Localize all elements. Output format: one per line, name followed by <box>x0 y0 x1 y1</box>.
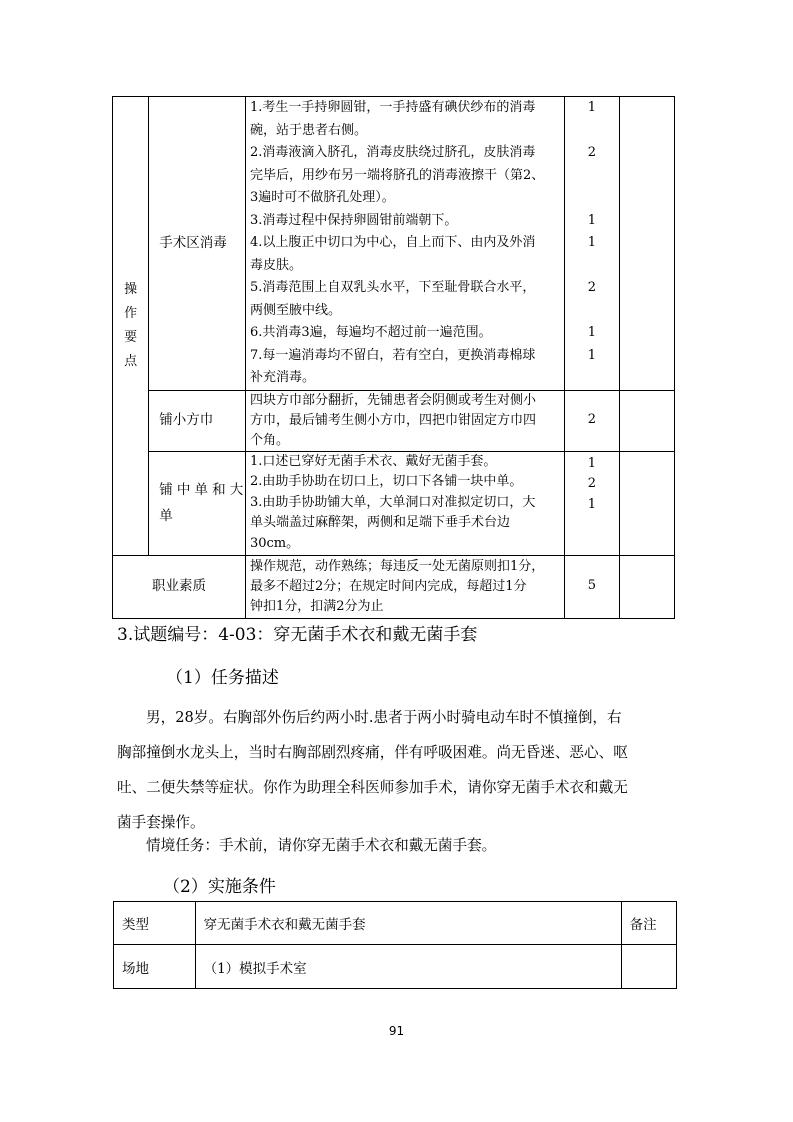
subcategory-cell <box>149 451 246 555</box>
description-line: 个角。 <box>249 432 289 448</box>
category-char: 操 <box>124 281 138 297</box>
description-line: 3.由助手协助铺大单，大单洞口对准拟定切口，大 <box>249 494 536 510</box>
description-line: 3.消毒过程中保持卵圆钳前端朝下。 <box>249 212 458 228</box>
conditions-heading: （2）实施条件 <box>163 877 276 897</box>
score-value: 1 <box>587 496 597 512</box>
subcategory-cell: 手术区消毒 <box>149 97 246 391</box>
score-cell <box>565 451 619 555</box>
description-line: 5.消毒范围上自双乳头水平，下至耻骨联合水平， <box>249 280 536 295</box>
task-paragraph <box>117 700 677 840</box>
description-line: 4.以上腹正中切口为中心，自上而下、由内及外消 <box>249 235 536 250</box>
subcategory-char: 单 <box>159 508 173 524</box>
table-cell <box>621 945 676 989</box>
conditions-table <box>113 901 677 989</box>
description-cell <box>245 97 564 391</box>
description-line: 单头端盖过麻醉架，两侧和足端下垂手术台边 <box>249 515 510 531</box>
description-line: 30cm。 <box>249 535 300 551</box>
header-cell: 备注 <box>621 902 676 945</box>
score-cell: 5 <box>565 555 619 618</box>
score-value: 1 <box>587 100 597 115</box>
paragraph-line: 胸部撞倒水龙头上，当时右胸部剧烈疼痛，伴有呼吸困难。尚无昏迷、恶心、呕 <box>117 744 628 761</box>
paragraph-line: 情境任务：手术前，请你穿无菌手术衣和戴无菌手套。 <box>146 837 497 854</box>
empty-cell <box>619 555 674 618</box>
score-value: 1 <box>587 325 597 340</box>
description-line: 2.消毒液滴入脐孔，消毒皮肤绕过脐孔，皮肤消毒 <box>249 145 536 160</box>
subcategory-char: 单 <box>194 482 208 498</box>
description-cell <box>245 555 564 618</box>
task-description-heading: （1）任务描述 <box>166 668 279 688</box>
description-cell <box>245 390 564 451</box>
category-char: 作 <box>124 305 138 321</box>
description-line: 两侧至腋中线。 <box>249 302 341 318</box>
subcategory-char: 中 <box>176 482 191 498</box>
empty-cell <box>619 97 674 391</box>
description-line: 最多不超过2分；在规定时间内完成，每超过1分 <box>249 578 527 594</box>
score-cell: 2 <box>565 390 619 451</box>
description-line: 四块方巾部分翻折，先铺患者会阴侧或考生对侧小 <box>249 392 536 408</box>
scenario-paragraph <box>117 836 677 856</box>
subcategory-char: 铺 <box>159 482 173 498</box>
description-line: 6.共消毒3遍，每遍均不超过前一遍范围。 <box>249 325 492 340</box>
score-cell <box>565 97 619 391</box>
page-number: 91 <box>388 1024 405 1038</box>
table-row <box>113 390 675 451</box>
table-cell: 场地 <box>114 945 196 989</box>
subcategory-char: 和 <box>212 482 226 498</box>
header-cell: 穿无菌手术衣和戴无菌手套 <box>195 902 621 945</box>
paragraph-line: 男，28岁。右胸部外伤后约两小时.患者于两小时骑电动车时不慎撞倒，右 <box>146 709 622 726</box>
paragraph-line: 吐、二便失禁等症状。你作为助理全科医师参加手术，请你穿无菌手术衣和戴无 <box>117 779 628 796</box>
description-cell <box>245 451 564 555</box>
description-line: 碗，站于患者右侧。 <box>249 122 367 138</box>
scoring-table <box>112 96 675 619</box>
description-line: 补充消毒。 <box>249 370 315 385</box>
description-line: 1.考生一手持卵圆钳，一手持盛有碘伏纱布的消毒 <box>249 100 536 115</box>
description-line: 7.每一遍消毒均不留白，若有空白，更换消毒棉球 <box>249 347 536 363</box>
score-value: 1 <box>587 347 597 363</box>
description-line: 1.口述已穿好无菌手术衣、戴好无菌手套。 <box>249 453 497 469</box>
score-value: 2 <box>587 476 597 491</box>
description-line: 3遍时可不做脐孔处理）。 <box>249 190 395 205</box>
empty-cell <box>619 451 674 555</box>
description-line: 毒皮肤。 <box>249 257 302 273</box>
description-line: 方巾，最后铺考生侧小方巾，四把巾钳固定方巾四 <box>249 412 536 428</box>
description-line: 操作规范，动作熟练；每违反一处无菌原则扣1分， <box>249 558 545 574</box>
table-row <box>113 555 675 618</box>
subcategory-char: 大 <box>229 482 244 498</box>
paragraph-line: 菌手套操作。 <box>117 814 205 831</box>
score-value: 1 <box>587 235 597 250</box>
table-row <box>113 451 675 555</box>
table-row <box>113 97 675 391</box>
category-char: 要 <box>124 329 138 345</box>
description-line: 2.由助手协助在切口上，切口下各铺一块中单。 <box>249 474 523 490</box>
empty-cell <box>619 390 674 451</box>
score-value: 2 <box>587 280 597 295</box>
score-value: 1 <box>587 212 597 228</box>
table-row <box>114 945 677 989</box>
quality-label-cell: 职业素质 <box>113 555 246 618</box>
header-cell: 类型 <box>114 902 196 945</box>
exam-item-heading: 3.试题编号：4-03：穿无菌手术衣和戴无菌手套 <box>117 625 478 645</box>
score-value: 2 <box>587 145 597 160</box>
category-cell <box>113 97 149 556</box>
description-line: 完毕后，用纱布另一端将脐孔的消毒液擦干（第2、 <box>249 167 545 183</box>
category-char: 点 <box>124 353 138 369</box>
table-header-row <box>114 902 677 945</box>
description-line: 钟扣1分，扣满2分为止 <box>249 598 384 614</box>
table-cell: （1）模拟手术室 <box>195 945 621 989</box>
subcategory-cell: 铺小方巾 <box>149 390 246 451</box>
score-value: 1 <box>587 455 597 471</box>
